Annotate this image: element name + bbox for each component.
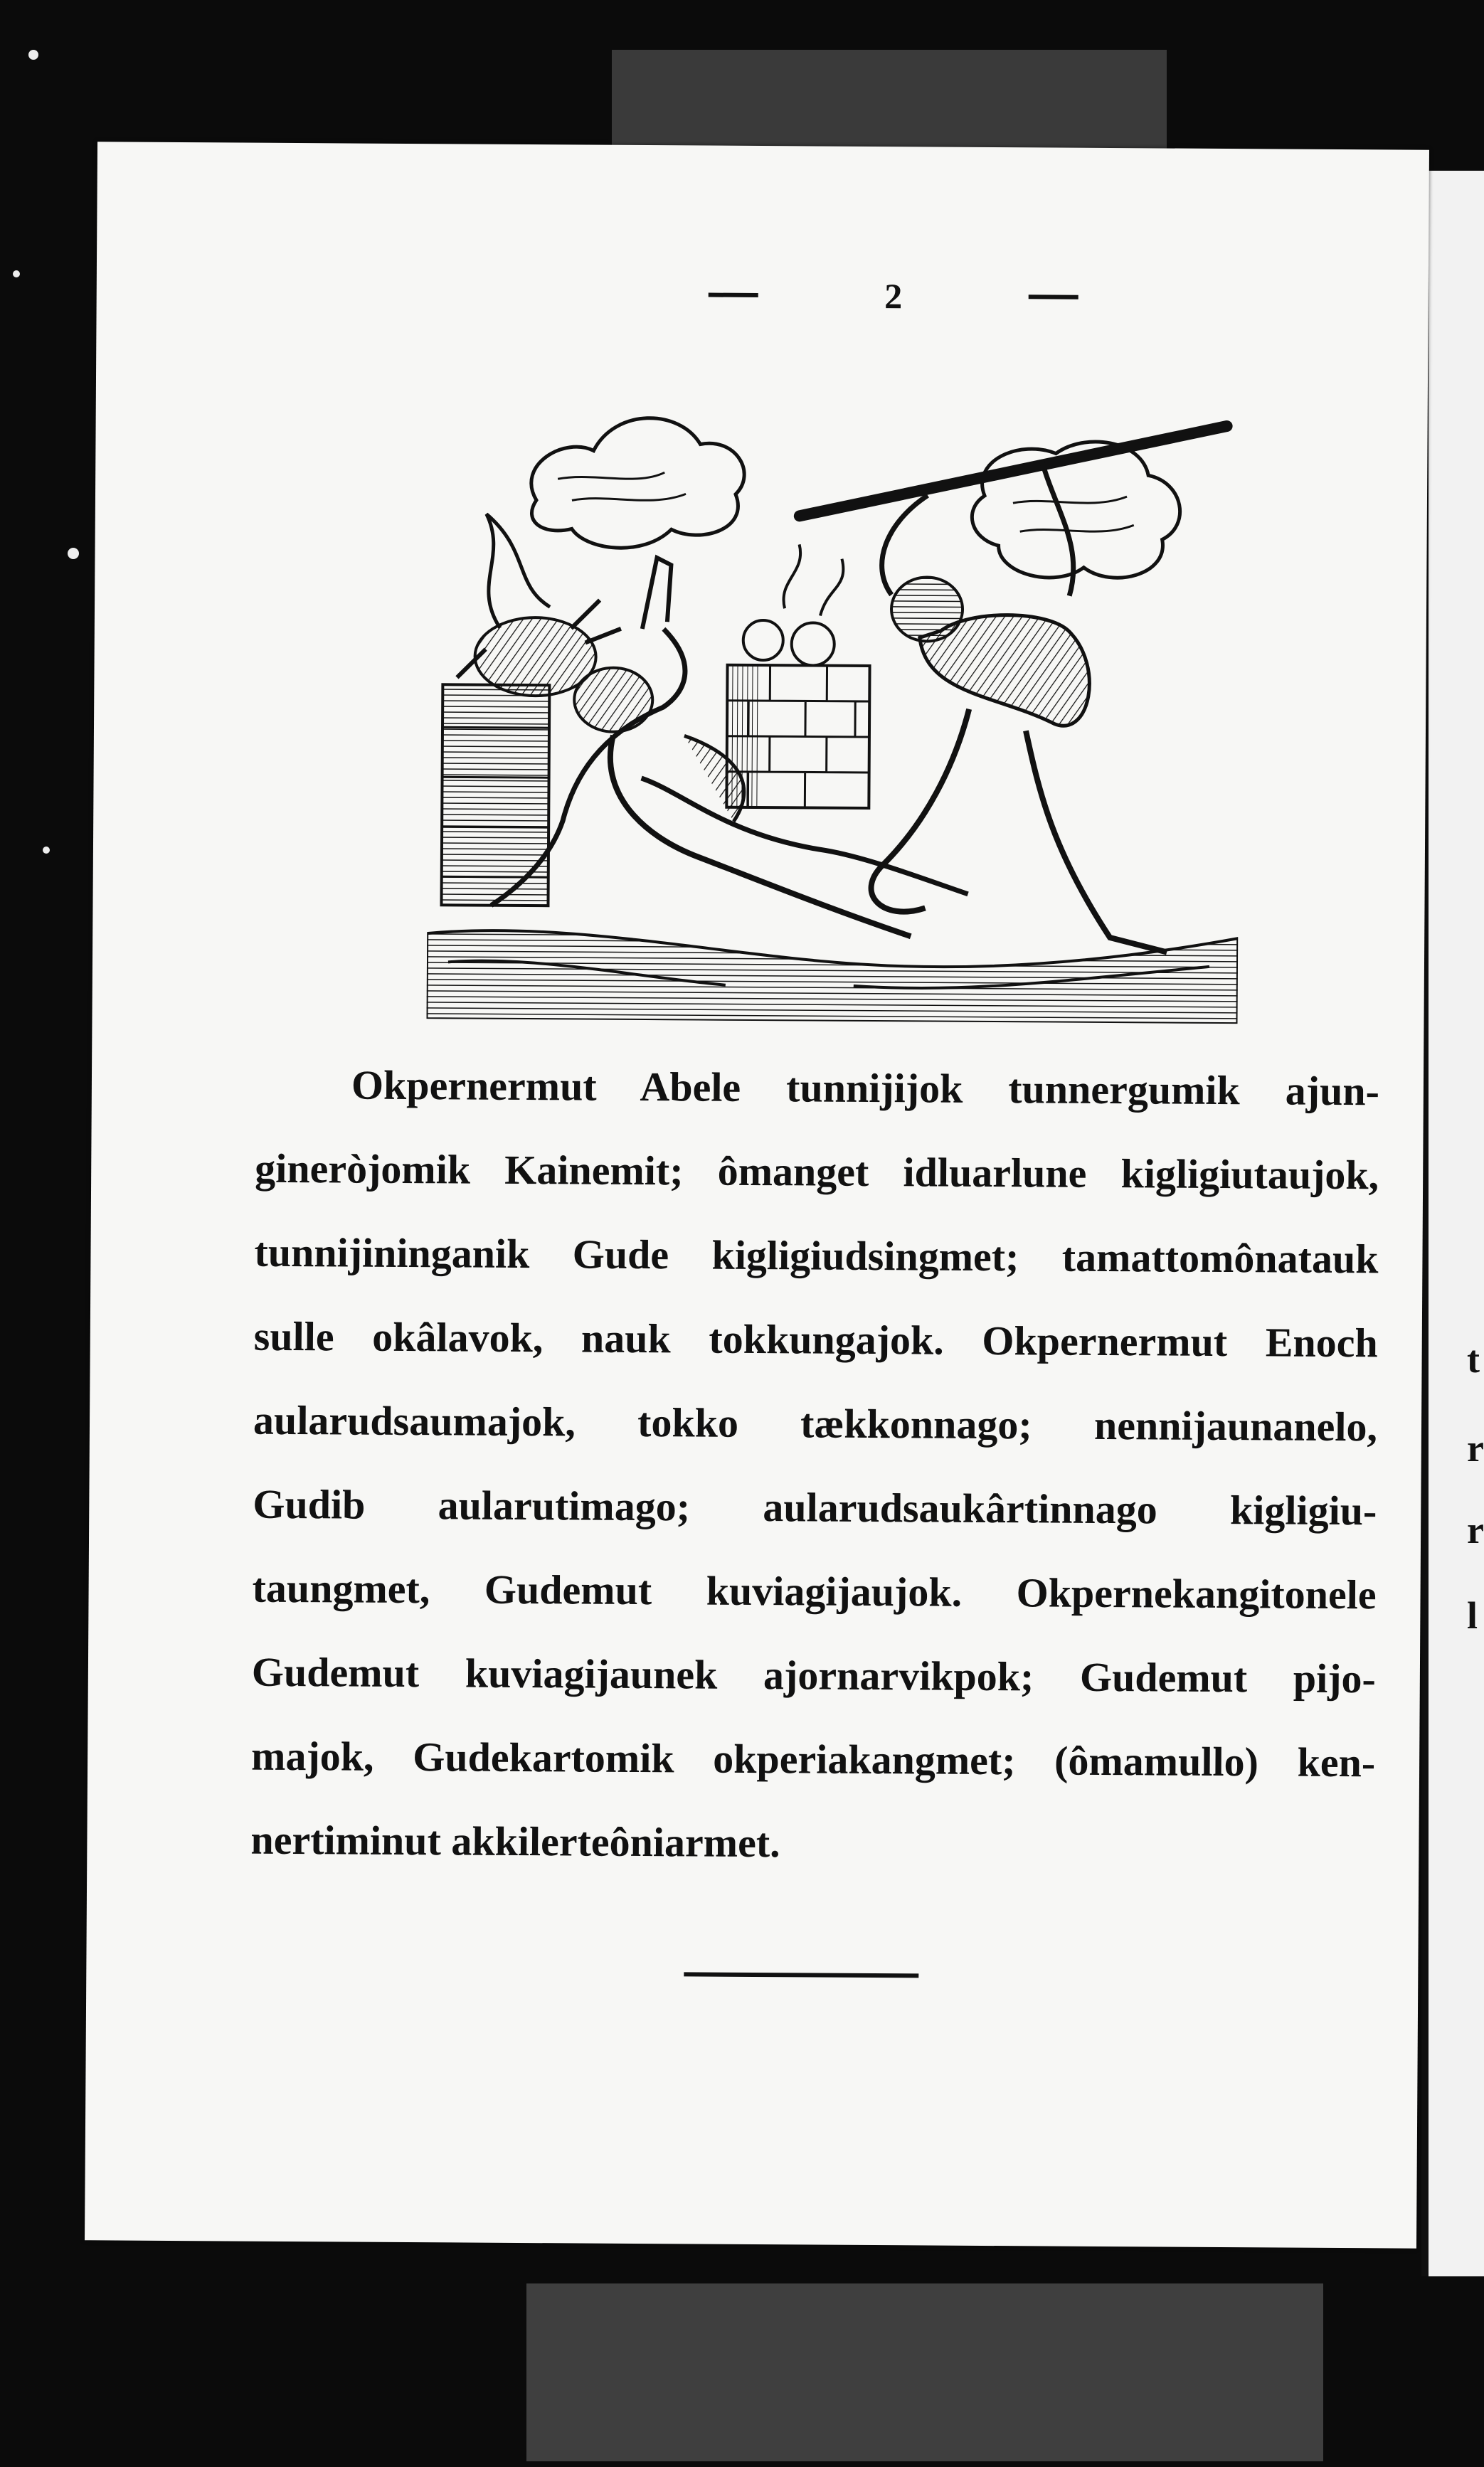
page-number: 2 <box>884 276 903 317</box>
caption-paragraph <box>250 1043 1379 1889</box>
engraving-icon <box>427 393 1241 1024</box>
next-page-letter: r <box>1467 1427 1484 1470</box>
film-speck <box>28 50 38 60</box>
caption-line: Gudemut kuviagijaunek ajornarvikpok; Gudemut pijo- <box>251 1648 1377 1702</box>
caption-line: nertiminut akkilerteôniarmet. <box>250 1816 780 1867</box>
caption-line: majok, Gudekartomik okperiakangmet; (ômamullo) ken- <box>250 1732 1376 1786</box>
caption-line: sulle okâlavok, nauk tokkungajok. Okpernermut Enoch <box>253 1312 1378 1367</box>
next-page-letter: l <box>1467 1594 1478 1637</box>
caption-line: Gudib aularutimago; aularudsaukârtinnago kigligiu- <box>253 1480 1377 1534</box>
caption-line: gineròjomik Kainemit; ômanget idluarlune kigligiutaujok, <box>255 1145 1379 1199</box>
end-rule <box>684 1972 918 1978</box>
page-number-dash-right <box>1029 295 1078 299</box>
film-speck <box>43 847 50 854</box>
caption-line: tunnijininganik Gude kigligiudsingmet; tamattomônatauk <box>254 1229 1379 1283</box>
caption-line: aularudsaumajok, tokko tækkonnago; nennijaunanelo, <box>253 1396 1378 1450</box>
page-number-dash-left <box>709 293 758 297</box>
film-speck <box>13 270 20 277</box>
page-header <box>709 270 1078 322</box>
film-speck <box>68 548 79 559</box>
caption-line: taungmet, Gudemut kuviagijaujok. Okpernekangitonele <box>252 1564 1377 1618</box>
caption-line: Okpernermut Abele tunnijijok tunnergumik ajun- <box>351 1061 1380 1115</box>
background-card-bottom <box>526 2283 1323 2461</box>
next-page-letter: t <box>1467 1338 1480 1381</box>
next-page-edge <box>1423 171 1484 2276</box>
book-page <box>85 142 1429 2248</box>
next-page-letter: r <box>1467 1509 1484 1551</box>
